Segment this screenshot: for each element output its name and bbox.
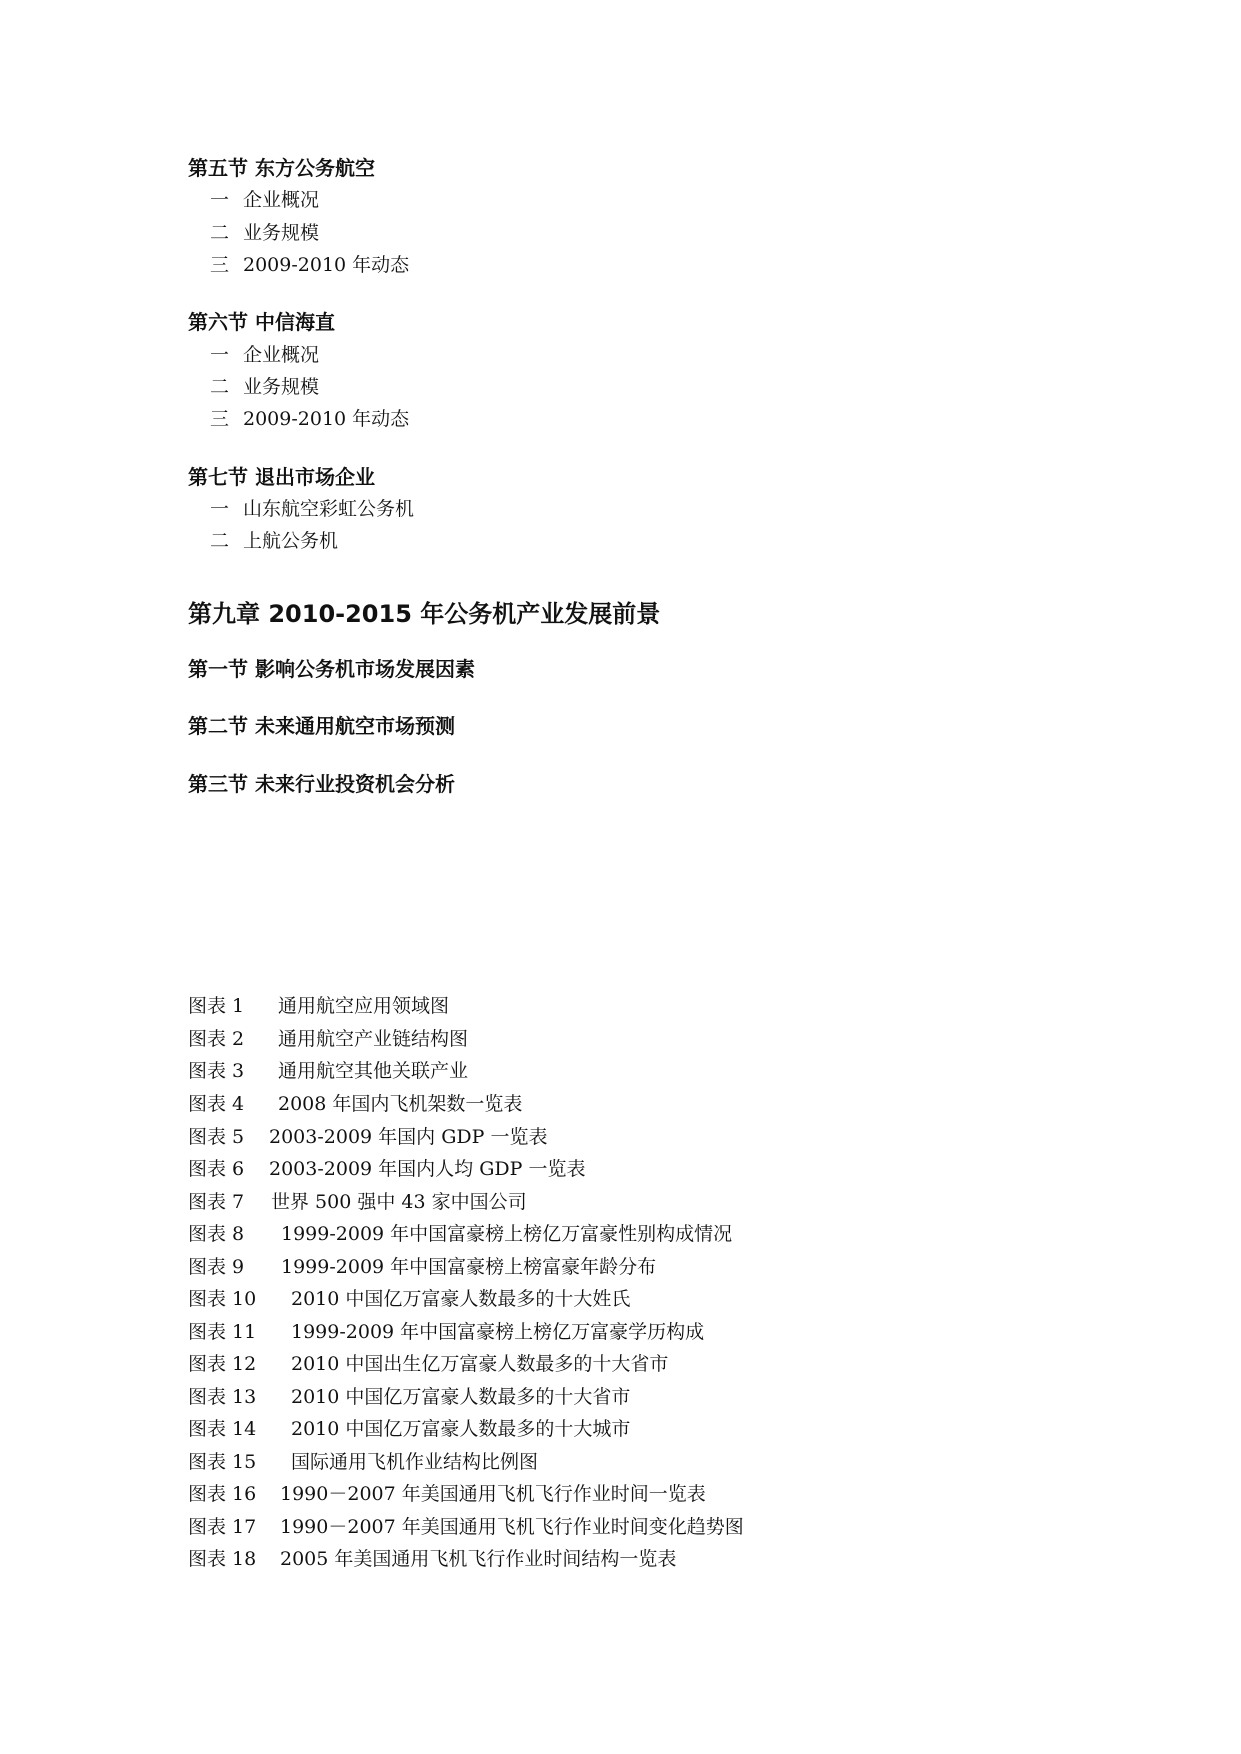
- item-number: 二: [210, 376, 230, 398]
- figure-title: 2010 中国亿万富豪人数最多的十大省市: [291, 1386, 631, 1408]
- figure-label: 图表 17: [188, 1516, 257, 1538]
- figure-label: 图表 16: [188, 1483, 257, 1505]
- figure-title: 1990－2007 年美国通用飞机飞行作业时间变化趋势图: [280, 1516, 744, 1538]
- figure-label: 图表 13: [188, 1386, 257, 1408]
- list-item: [210, 220, 319, 246]
- item-number: 一: [210, 189, 230, 211]
- figure-title: 1999-2009 年中国富豪榜上榜富豪年龄分布: [281, 1256, 657, 1278]
- figure-list-item: [188, 1026, 468, 1052]
- figure-title: 通用航空应用领域图: [278, 995, 450, 1017]
- figure-label: 图表 2: [188, 1028, 245, 1050]
- figure-label: 图表 6: [188, 1158, 245, 1180]
- section-title: 第七节 退出市场企业: [188, 465, 375, 489]
- figure-title: 2003-2009 年国内人均 GDP 一览表: [269, 1158, 586, 1180]
- list-item: [210, 342, 319, 368]
- figure-title: 2010 中国出生亿万富豪人数最多的十大省市: [291, 1353, 669, 1375]
- figure-label: 图表 15: [188, 1451, 257, 1473]
- figure-label: 图表 7: [188, 1191, 245, 1213]
- figure-title: 2008 年国内飞机架数一览表: [278, 1093, 523, 1115]
- figure-list-item: [188, 1058, 468, 1084]
- figure-list-item: [188, 1481, 706, 1507]
- figure-list-item: [188, 1319, 704, 1345]
- list-item: [210, 496, 414, 522]
- figure-label: 图表 3: [188, 1060, 245, 1082]
- item-number: 二: [210, 530, 230, 552]
- item-number: 二: [210, 222, 230, 244]
- item-text: 上航公务机: [243, 530, 339, 552]
- item-text: 2009-2010 年动态: [243, 254, 410, 276]
- figure-list-item: [188, 1514, 744, 1540]
- list-item: [210, 187, 319, 213]
- chapter-section-title: 第二节 未来通用航空市场预测: [188, 714, 455, 738]
- chapter-section-title: 第一节 影响公务机市场发展因素: [188, 657, 475, 681]
- figure-title: 2003-2009 年国内 GDP 一览表: [269, 1126, 548, 1148]
- figure-title: 1990－2007 年美国通用飞机飞行作业时间一览表: [280, 1483, 706, 1505]
- figure-label: 图表 1: [188, 995, 245, 1017]
- item-text: 企业概况: [243, 344, 320, 366]
- list-item: [210, 528, 338, 554]
- figure-label: 图表 12: [188, 1353, 257, 1375]
- section-title: 第五节 东方公务航空: [188, 156, 375, 180]
- figure-label: 图表 11: [188, 1321, 257, 1343]
- section-title: 第六节 中信海直: [188, 310, 335, 334]
- item-text: 业务规模: [243, 222, 320, 244]
- item-number: 一: [210, 498, 230, 520]
- figure-title: 1999-2009 年中国富豪榜上榜亿万富豪性别构成情况: [281, 1223, 733, 1245]
- figure-title: 2010 中国亿万富豪人数最多的十大城市: [291, 1418, 631, 1440]
- figure-list-item: [188, 1189, 527, 1215]
- list-item: [210, 406, 409, 432]
- figure-list-item: [188, 1416, 630, 1442]
- item-number: 三: [210, 254, 230, 276]
- figure-list-item: [188, 1384, 630, 1410]
- figure-list-item: [188, 1449, 538, 1475]
- figure-title: 国际通用飞机作业结构比例图: [291, 1451, 539, 1473]
- figure-title: 世界 500 强中 43 家中国公司: [271, 1191, 527, 1213]
- figure-title: 通用航空产业链结构图: [278, 1028, 469, 1050]
- figure-title: 通用航空其他关联产业: [278, 1060, 469, 1082]
- item-text: 山东航空彩虹公务机: [243, 498, 415, 520]
- figure-title: 1999-2009 年中国富豪榜上榜亿万富豪学历构成: [291, 1321, 705, 1343]
- figure-list-item: [188, 1254, 656, 1280]
- figure-label: 图表 14: [188, 1418, 257, 1440]
- figure-list-item: [188, 993, 449, 1019]
- figure-list-item: [188, 1124, 547, 1150]
- figure-label: 图表 9: [188, 1256, 245, 1278]
- figure-list-item: [188, 1351, 668, 1377]
- chapter-section-title: 第三节 未来行业投资机会分析: [188, 772, 455, 796]
- figure-list-item: [188, 1546, 676, 1572]
- item-text: 2009-2010 年动态: [243, 408, 410, 430]
- chapter-title: 第九章 2010-2015 年公务机产业发展前景: [188, 600, 661, 628]
- figure-label: 图表 5: [188, 1126, 245, 1148]
- figure-list-item: [188, 1221, 732, 1247]
- item-number: 三: [210, 408, 230, 430]
- figure-list-item: [188, 1091, 522, 1117]
- figure-label: 图表 8: [188, 1223, 245, 1245]
- figure-label: 图表 4: [188, 1093, 245, 1115]
- item-number: 一: [210, 344, 230, 366]
- figure-title: 2010 中国亿万富豪人数最多的十大姓氏: [291, 1288, 631, 1310]
- item-text: 企业概况: [243, 189, 320, 211]
- figure-title: 2005 年美国通用飞机飞行作业时间结构一览表: [280, 1548, 677, 1570]
- figure-label: 图表 18: [188, 1548, 257, 1570]
- figure-list-item: [188, 1156, 585, 1182]
- list-item: [210, 374, 319, 400]
- item-text: 业务规模: [243, 376, 320, 398]
- figure-list-item: [188, 1286, 630, 1312]
- list-item: [210, 252, 409, 278]
- figure-label: 图表 10: [188, 1288, 257, 1310]
